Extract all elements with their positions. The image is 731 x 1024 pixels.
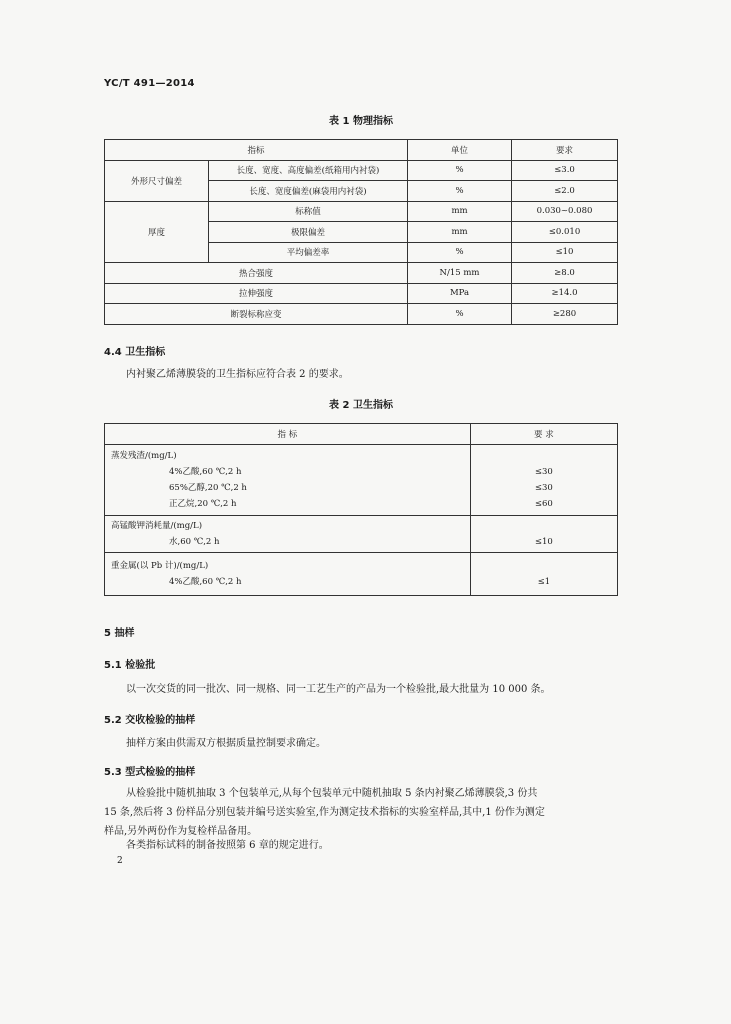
section-5-2-title: 5.2 交收检验的抽样: [104, 715, 196, 726]
table-row: [105, 263, 618, 284]
row-unit: MPa: [408, 283, 512, 304]
row-req: ≤3.0: [512, 160, 618, 181]
table-header-row: [105, 140, 618, 161]
requirement-value: ≤10: [534, 537, 553, 547]
section-5-title: 5 抽样: [104, 628, 135, 639]
row-req: ≤10: [512, 242, 618, 263]
row-unit: %: [408, 242, 512, 263]
condition: 正乙烷,20 ℃,2 h: [169, 499, 237, 509]
physical-indicators-table: [104, 139, 618, 325]
requirement-value: ≤1: [537, 577, 551, 587]
row-req: ≤2.0: [512, 181, 618, 202]
row-req: 0.030~0.080: [512, 201, 618, 222]
row-item: 标称值: [209, 201, 408, 222]
standard-code: YC/T 491—2014: [104, 78, 195, 89]
row-item: 拉伸强度: [105, 283, 408, 304]
row-req: ≥8.0: [512, 263, 618, 284]
condition: 4%乙酸,60 ℃,2 h: [169, 467, 242, 477]
section-4-4-text: 内衬聚乙烯薄膜袋的卫生指标应符合表 2 的要求。: [126, 369, 349, 380]
row-item: 平均偏差率: [209, 242, 408, 263]
table-header-row: [105, 424, 618, 445]
condition: 65%乙醇,20 ℃,2 h: [169, 483, 247, 493]
header-unit: 单位: [408, 140, 512, 161]
section-5-2-text: 抽样方案由供需双方根据质量控制要求确定。: [126, 738, 326, 749]
row-unit: %: [408, 160, 512, 181]
table-row: [105, 304, 618, 325]
condition: 水,60 ℃,2 h: [169, 537, 220, 547]
header-indicator: 指 标: [105, 424, 471, 445]
row-unit: %: [408, 181, 512, 202]
section-5-3-title: 5.3 型式检验的抽样: [104, 767, 196, 778]
condition: 4%乙酸,60 ℃,2 h: [169, 577, 242, 587]
header-requirement: 要 求: [470, 424, 617, 445]
row-item: 长度、宽度偏差(麻袋用内衬袋): [209, 181, 408, 202]
header-indicator: 指标: [105, 140, 408, 161]
row-unit: mm: [408, 201, 512, 222]
row-unit: N/15 mm: [408, 263, 512, 284]
table-row: [105, 201, 618, 222]
row-item: 热合强度: [105, 263, 408, 284]
requirement-value: ≤30: [534, 483, 553, 493]
requirement-value: ≤60: [534, 499, 553, 509]
section-5-3-line3: 样品,另外两份作为复检样品备用。: [104, 826, 258, 837]
section-5-3-line4: 各类指标试料的制备按照第 6 章的规定进行。: [126, 840, 329, 851]
table1-caption: 表 1 物理指标: [329, 116, 393, 127]
row-item: 极限偏差: [209, 222, 408, 243]
section-5-3-line2: 15 条,然后将 3 份样品分别包装并编号送实验室,作为测定技术指标的实验室样品,其中,1 份作为测定: [104, 807, 545, 818]
page-number: 2: [117, 856, 123, 866]
row-req: ≥280: [512, 304, 618, 325]
table-row: [105, 160, 618, 181]
table-row: [105, 516, 618, 553]
row-req: ≤0.010: [512, 222, 618, 243]
table2-caption: 表 2 卫生指标: [329, 400, 393, 411]
group-title: 蒸发残渣/(mg/L): [111, 451, 177, 461]
group-title: 高锰酸钾消耗量/(mg/L): [111, 521, 203, 531]
row-item: 断裂标称应变: [105, 304, 408, 325]
row-item: 长度、宽度、高度偏差(纸箱用内衬袋): [209, 160, 408, 181]
row-req: ≥14.0: [512, 283, 618, 304]
hygiene-indicators-table: [104, 423, 618, 596]
table-row: [105, 283, 618, 304]
requirement-value: ≤30: [534, 467, 553, 477]
group-title: 重金属(以 Pb 计)/(mg/L): [111, 561, 209, 571]
group-thickness: 厚度: [105, 201, 209, 263]
header-requirement: 要求: [512, 140, 618, 161]
section-5-1-title: 5.1 检验批: [104, 660, 156, 671]
table-row: [105, 553, 618, 596]
section-5-3-line1: 从检验批中随机抽取 3 个包装单元,从每个包装单元中随机抽取 5 条内衬聚乙烯薄膜袋,3 份共: [126, 788, 538, 799]
row-unit: %: [408, 304, 512, 325]
table-row: [105, 445, 618, 516]
section-4-4-title: 4.4 卫生指标: [104, 347, 166, 358]
row-unit: mm: [408, 222, 512, 243]
group-shape: 外形尺寸偏差: [105, 160, 209, 201]
section-5-1-text: 以一次交货的同一批次、同一规格、同一工艺生产的产品为一个检验批,最大批量为 10 000 条。: [126, 684, 551, 695]
